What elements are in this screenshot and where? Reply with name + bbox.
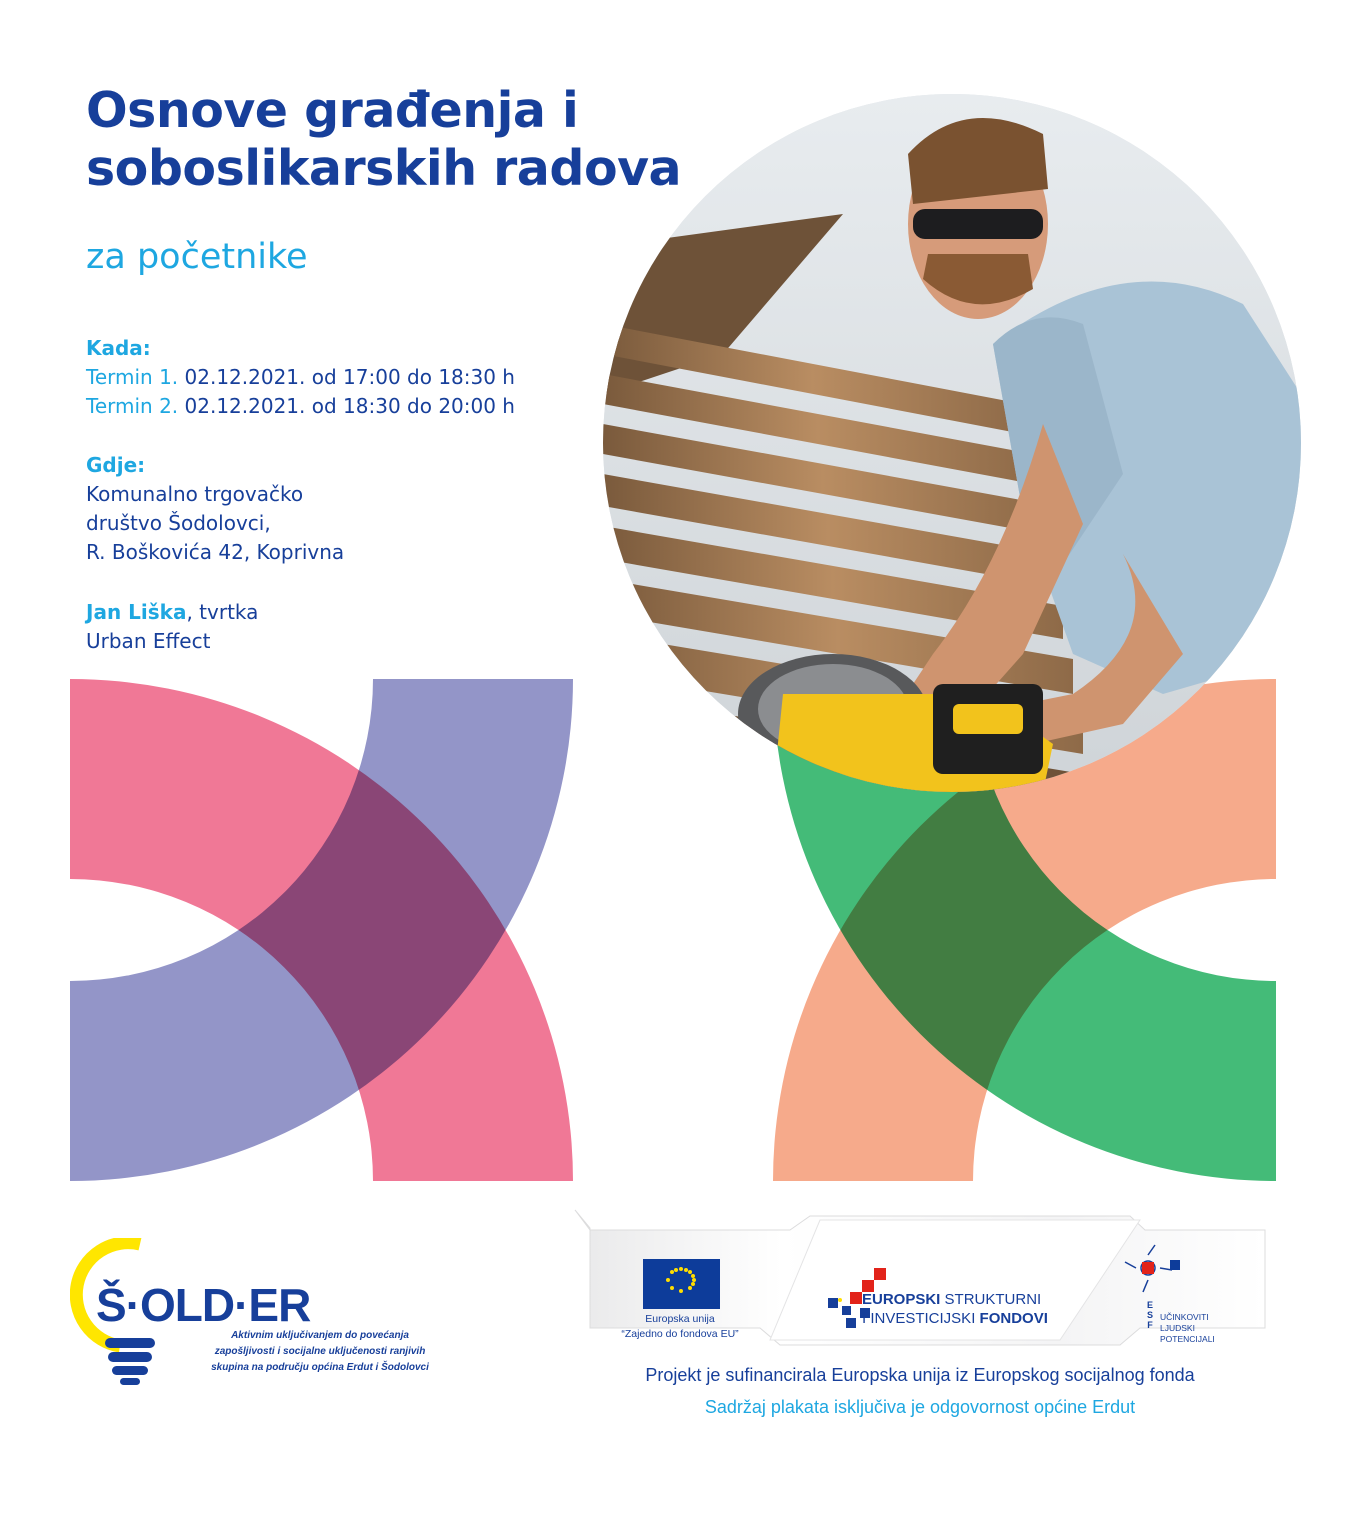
- project-logo-name: Š·OLD·ER: [96, 1279, 311, 1331]
- esf-line-3: POTENCIJALI: [1160, 1334, 1215, 1344]
- esif-line2-bold: FONDOVI: [979, 1310, 1048, 1327]
- eu-flag-icon: [643, 1259, 720, 1309]
- esf-letter-e: E: [1146, 1300, 1153, 1310]
- esif-line1-bold: EUROPSKI: [862, 1291, 941, 1308]
- project-logo-description: Aktivnim uključivanjem do povećanja zapošljivosti i socijalne uključenosti ranjivih skupina na području općina Erdut i Šodolovci: [211, 1330, 429, 1373]
- esf-letter-f: F: [1147, 1320, 1153, 1330]
- carpenter-photo: [603, 94, 1301, 792]
- where-line-3: R. Boškovića 42, Koprivna: [86, 540, 345, 564]
- esif-text: [862, 1290, 1048, 1328]
- carpenter-photo-illustration: [603, 94, 1301, 792]
- esf-letters: [1145, 1300, 1155, 1330]
- eu-caption-line-1: Europska unija: [645, 1313, 715, 1325]
- slot-2-prefix: Termin 2.: [86, 394, 179, 418]
- eu-caption-line-2: “Zajedno do fondova EU”: [621, 1328, 739, 1340]
- where-label: Gdje:: [86, 453, 146, 477]
- footer-responsibility-note: Sadržaj plakata isključiva je odgovornost općine Erdut: [704, 1397, 1136, 1417]
- left-arcs-group: [70, 679, 573, 1181]
- title-line-1: Osnove građenja i: [86, 82, 579, 139]
- esif-line2-rest: I INVESTICIJSKI: [862, 1310, 980, 1327]
- where-line-2: društvo Šodolovci,: [86, 511, 271, 535]
- esf-line-2: LJUDSKI: [1160, 1323, 1195, 1333]
- title-line-2: soboslikarskih radova: [86, 140, 682, 197]
- slot-2-time: 02.12.2021. od 18:30 do 20:00 h: [178, 394, 515, 418]
- slot-1-time: 02.12.2021. od 17:00 do 18:30 h: [178, 365, 515, 389]
- lecturer-suffix: , tvrtka: [186, 600, 259, 624]
- esf-line-1: UČINKOVITI: [1160, 1312, 1209, 1322]
- footer-funding-note: Projekt je sufinancirala Europska unija iz Europskog socijalnog fonda: [645, 1365, 1195, 1385]
- esf-text: [1160, 1312, 1215, 1345]
- poster-subtitle: za početnike: [86, 237, 308, 277]
- lecturer-company: Urban Effect: [86, 629, 211, 653]
- when-label: Kada:: [86, 336, 151, 360]
- slot-1-prefix: Termin 1.: [86, 365, 179, 389]
- where-line-1: Komunalno trgovačko: [86, 482, 304, 506]
- lecturer-name: Jan Liška: [86, 600, 187, 624]
- eu-caption: [605, 1312, 755, 1342]
- esif-line1-rest: STRUKTURNI: [940, 1291, 1042, 1308]
- esf-letter-s: S: [1146, 1310, 1153, 1320]
